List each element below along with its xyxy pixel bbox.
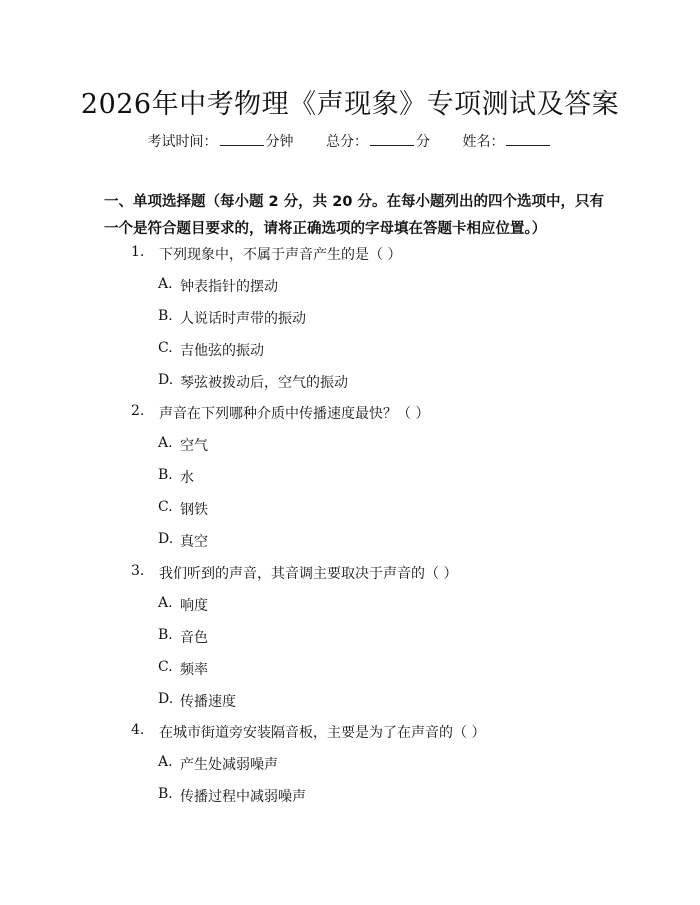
option-text: 音色 <box>180 630 208 646</box>
option-letter: A. <box>158 595 173 611</box>
page-title: 2026年中考物理《声现象》专项测试及答案 <box>80 89 620 120</box>
student-name-blank <box>506 133 550 146</box>
question-text: 在城市街道旁安装隔音板，主要是为了在声音的（ ） <box>159 725 486 741</box>
option-letter: A. <box>158 754 173 770</box>
question-number: 3. <box>131 563 145 579</box>
option-letter: B. <box>158 627 173 643</box>
total-score-label: 总分： <box>326 134 368 150</box>
option-letter: C. <box>158 340 173 356</box>
option-text: 真空 <box>180 534 208 550</box>
option-letter: D. <box>158 531 174 547</box>
option-text: 钟表指针的摆动 <box>180 279 278 295</box>
question-number: 1. <box>131 244 145 260</box>
option-text: 钢铁 <box>180 502 208 518</box>
option-letter: C. <box>158 659 173 675</box>
option-text: 水 <box>180 470 194 486</box>
option-text: 人说话时声带的振动 <box>180 311 306 327</box>
question-text: 声音在下列哪种介质中传播速度最快？（ ） <box>159 406 430 422</box>
student-name-label: 姓名： <box>462 134 505 150</box>
option-text: 传播速度 <box>180 694 236 710</box>
option-letter: A. <box>158 435 173 451</box>
option-text: 空气 <box>180 438 208 454</box>
option-text: 吉他弦的振动 <box>180 343 264 359</box>
exam-time-label: 考试时间： <box>147 134 218 150</box>
option-letter: A. <box>158 276 173 292</box>
section-heading: 一、单项选择题（每小题 2 分，共 20 分。在每小题列出的四个选项中，只有一个是符合题目要求的，请将正确选项的字母填在答题卡相应位置。） <box>104 194 604 237</box>
option-letter: D. <box>158 372 174 388</box>
exam-time-field <box>148 131 294 151</box>
option-letter: B. <box>158 308 173 324</box>
total-score-blank <box>370 133 414 146</box>
exam-time-blank <box>220 133 264 146</box>
option-text: 响度 <box>180 598 208 614</box>
question-text: 下列现象中，不属于声音产生的是（ ） <box>159 247 402 263</box>
total-score-field <box>326 131 430 151</box>
exam-meta-line <box>0 131 700 151</box>
option-letter: D. <box>158 691 174 707</box>
option-letter: C. <box>158 499 173 515</box>
question-number: 2. <box>131 403 145 419</box>
question-text: 我们听到的声音，其音调主要取决于声音的（ ） <box>159 566 458 582</box>
question-number: 4. <box>131 722 145 738</box>
option-text: 琴弦被拨动后，空气的振动 <box>180 375 348 391</box>
total-score-unit: 分 <box>416 134 430 150</box>
exam-time-unit: 分钟 <box>265 134 294 150</box>
option-text: 频率 <box>180 662 208 678</box>
student-name-field <box>462 131 552 151</box>
option-letter: B. <box>158 786 173 802</box>
option-text: 产生处减弱噪声 <box>180 757 278 773</box>
option-letter: B. <box>158 467 173 483</box>
option-text: 传播过程中减弱噪声 <box>180 789 306 805</box>
